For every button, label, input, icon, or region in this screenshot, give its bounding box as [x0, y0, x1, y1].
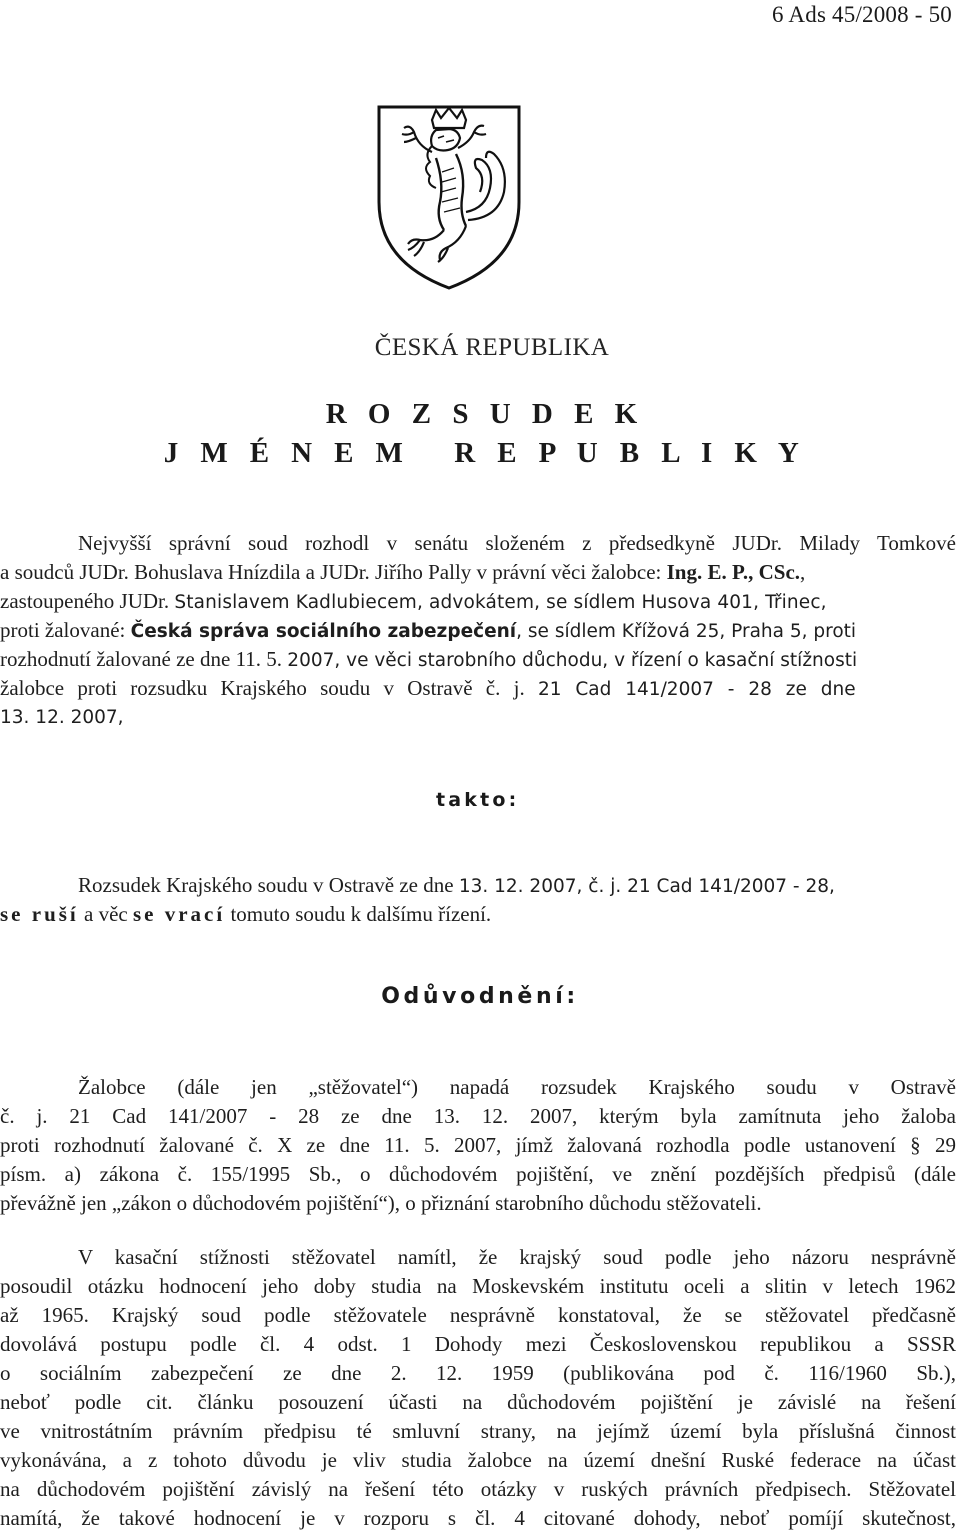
- defendant-name: Česká správa sociálního zabezpečení: [130, 621, 517, 642]
- p2-line-8: vykonávána, a z tohoto důvodu je vliv studia žalobce na území dnešní Ruské federace na účast: [0, 1448, 956, 1472]
- intro-line-4c: , se sídlem Křížová 25, Praha 5, proti: [516, 621, 857, 642]
- p1-line-2: [0, 1102, 956, 1131]
- czech-coat-of-arms-icon: [374, 102, 524, 292]
- p2-line-10: namítá, že takové hodnocení je v rozporu s čl. 4 citované dohody, neboť pomíjí skutečnost,: [0, 1506, 956, 1530]
- intro-line-7: 13. 12. 2007,: [0, 707, 124, 728]
- p1-line-2a: č. j.: [0, 1104, 70, 1128]
- plaintiff-name: Ing. E. P., CSc.: [666, 560, 801, 584]
- verdict-annuls: se ruší: [0, 902, 79, 926]
- p1-line-3a: proti rozhodnutí žalované č. X ze dne: [0, 1133, 385, 1157]
- p2-line-1: V kasační stížnosti stěžovatel namítl, že krajský soud podle jeho názoru nesprávně: [78, 1245, 956, 1269]
- p1-line-3b: 11. 5. 2007, jímž žalovaná rozhodla podle ustanovení § 29: [384, 1133, 956, 1157]
- intro-line-6: [0, 674, 956, 703]
- intro-line-3: [0, 587, 956, 616]
- verdict-paragraph: [0, 871, 956, 929]
- reasoning-paragraph-2: [0, 1243, 956, 1533]
- in-name-of-republic-title: J M É N E M R E P U B L I K Y: [163, 437, 807, 469]
- country-heading: ČESKÁ REPUBLIKA: [374, 334, 610, 361]
- p1-line-2b: 21 Cad 141/2007 - 28 ze dne 13. 12. 2007, kterým byla zamítnuta jeho žaloba: [69, 1104, 956, 1128]
- verdict-line-1b: 13. 12. 2007, č. j. 21 Cad 141/2007 - 28,: [458, 876, 835, 897]
- intro-paragraph: [0, 529, 956, 732]
- intro-line-6a: žalobce proti rozsudku Krajského soudu v Ostravě č. j.: [0, 676, 538, 700]
- intro-line-5a: rozhodnutí žalované ze dne 11. 5.: [0, 647, 288, 671]
- p2-line-3: až 1965. Krajský soud podle stěžovatele nesprávně konstatoval, že se stěžovatel předčasně: [0, 1303, 956, 1327]
- takto-heading: takto:: [436, 789, 520, 811]
- p1-line-1: Žalobce (dále jen „stěžovatel“) napadá rozsudek Krajského soudu v Ostravě: [78, 1075, 956, 1099]
- p1-line-3: [0, 1131, 956, 1160]
- p2-line-4: dovolává postupu podle čl. 4 odst. 1 Dohody mezi Československou republikou a SSSR: [0, 1332, 956, 1356]
- verdict-line-2b: a věc: [78, 902, 133, 926]
- verdict-line-1a: Rozsudek Krajského soudu v Ostravě ze dne: [78, 873, 459, 897]
- verdict-line-1: [0, 871, 956, 900]
- p2-line-7: ve vnitrostátním právním předpisu té smluvní strany, na jejímž území byla příslušná činnost: [0, 1419, 956, 1443]
- verdict-line-2: [0, 900, 956, 929]
- case-number: 6 Ads 45/2008 - 50: [772, 2, 952, 27]
- intro-line-6b: 21 Cad 141/2007 - 28 ze dne: [537, 679, 856, 700]
- intro-line-3b: Stanislavem Kadlubiecem, advokátem, se sídlem Husova 401, Třinec,: [174, 592, 827, 613]
- intro-line-5: [0, 645, 956, 674]
- reasoning-paragraph-1: [0, 1073, 956, 1218]
- judgment-title: R O Z S U D E K: [325, 398, 645, 430]
- intro-line-2a: a soudců JUDr. Bohuslava Hnízdila a JUDr. Jiřího Pally v právní věci žalobce:: [0, 560, 667, 584]
- verdict-line-2d: tomuto soudu k dalšímu řízení.: [225, 902, 492, 926]
- intro-line-4a: proti žalované:: [0, 618, 131, 642]
- intro-line-2c: ,: [800, 560, 806, 584]
- verdict-returns: se vrací: [132, 902, 226, 926]
- p2-line-5: o sociálním zabezpečení ze dne 2. 12. 1959 (publikována pod č. 116/1960 Sb.),: [0, 1361, 956, 1385]
- intro-line-3a: zastoupeného JUDr.: [0, 589, 175, 613]
- intro-line-2: [0, 558, 956, 587]
- p2-line-6: neboť podle cit. článku posouzení účasti na důchodovém pojištění je závislé na řešení: [0, 1390, 956, 1414]
- intro-line-5b: 2007, ve věci starobního důchodu, v řízení o kasační stížnosti: [287, 650, 858, 671]
- p1-line-5: převážně jen „zákon o důchodovém pojištění“), o přiznání starobního důchodu stěžovateli.: [0, 1191, 762, 1215]
- p2-line-2: posoudil otázku hodnocení jeho doby studia na Moskevském institutu oceli a slitin v letech 1962: [0, 1274, 956, 1298]
- intro-line-4: [0, 616, 956, 645]
- emblem-svg: [374, 102, 524, 292]
- p2-line-9: na důchodovém pojištění závislý na řešení této otázky v ruských právních předpisech. Stěžovatel: [0, 1477, 956, 1501]
- intro-line-1: Nejvyšší správní soud rozhodl v senátu složeném z předsedkyně JUDr. Milady Tomkové: [78, 531, 956, 555]
- p1-line-4: písm. a) zákona č. 155/1995 Sb., o důchodovém pojištění, ve znění pozdějších předpisů (dále: [0, 1162, 956, 1186]
- reasoning-heading: Odůvodnění:: [381, 984, 579, 1009]
